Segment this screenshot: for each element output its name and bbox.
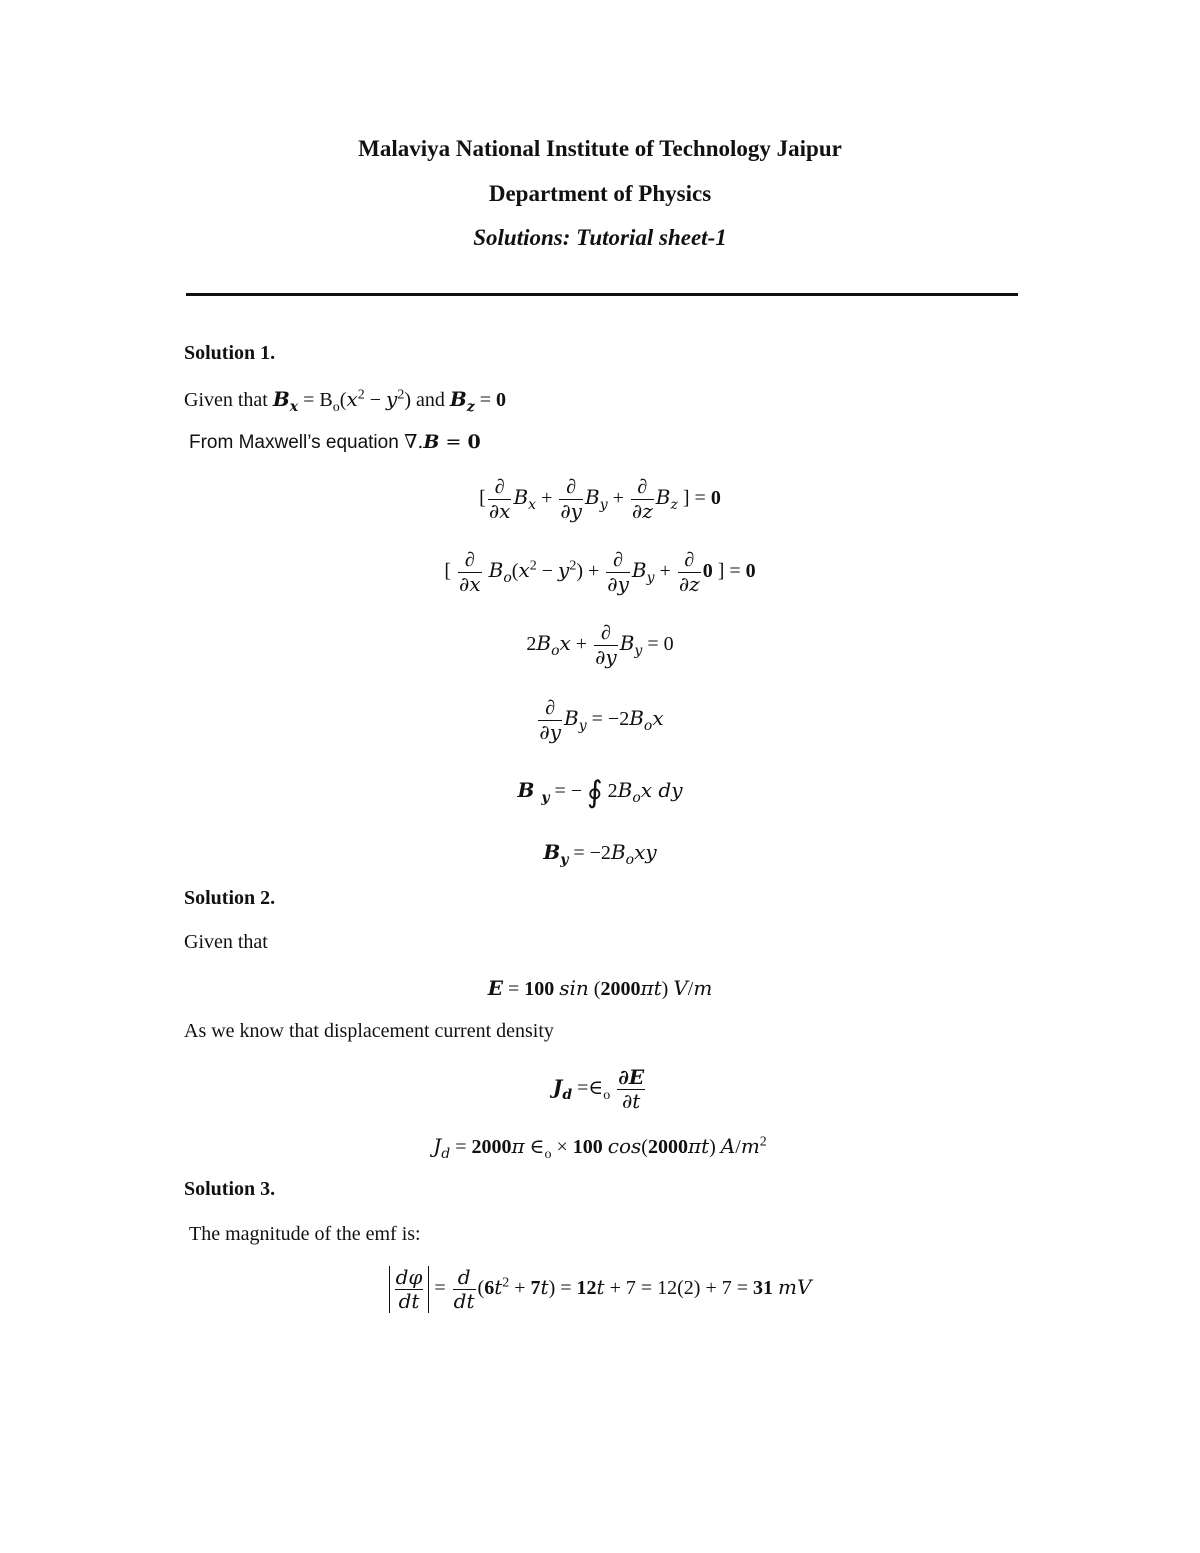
solution-1-heading: Solution 1. [184,342,276,364]
emf-text: The magnitude of the emf is: [189,1223,421,1245]
header-divider [186,293,1018,296]
equation-jd-definition: $J_d$ $=\in_o$ $\frac{\partial E}{\partial t}$ [552,1065,645,1113]
institute-title: Malaviya National Institute of Technology Jaipur [358,136,842,161]
equation-integral: B $_y$ = − ∮ $2B_ox$ dy [517,776,683,809]
solution-2-heading: Solution 2. [184,887,276,909]
maxwell-line [189,431,481,454]
equation-step-4: $\frac{\partial}{\partial y}$ $B_y = -2B_ox$ [539,697,664,744]
given-and: and [415,389,445,411]
equation-divb: ∇.B = 0 [404,431,481,453]
displacement-text: As we know that displacement current density [184,1020,554,1042]
equation-emf: $\frac{d\varphi}{dt}$ = $\frac{d}{dt}$ $(6t^2 + 7t) = 12t + 7 = 12(2) + 7 = 31$ mV [0,1266,1200,1313]
equation-electric-field: E = 100 sin (2000πt) V/m [487,976,713,1000]
given-prefix: Given that [184,389,268,411]
equation-bz: $B_z = 0$ [449,387,507,415]
equation-result-by: $B_y = -2B_oxy$ [543,840,657,868]
equation-divergence: [ $\frac{\partial}{\partial x}$ $B_x$ + $\frac{\partial}{\partial y}$ $B_y$ + $\frac{\partial}{\partial z}$ $B_z$ ] = 0 [479,476,721,523]
equation-jd-result: $J_d = 2000\pi$ $\in_o \times 100$ cos(2000πt) $A/m^2$ [433,1134,767,1162]
equation-step-3: $2B_ox$ + $\frac{\partial}{\partial y}$ $B_y = 0$ [526,622,674,669]
equation-bx: $B_x = B_o(x^2 - y^2)$ [272,387,411,415]
solution-3-heading: Solution 3. [184,1178,276,1200]
department-title: Department of Physics [488,181,712,206]
solution-2-given: Given that [184,931,268,953]
equation-substitution: [ $\frac{\partial}{\partial x}$ $B_o(x^2 - y^2)$ + $\frac{\partial}{\partial y}$ $B_y$ + $\frac{\partial}{\partial z}$ 0 ] = 0 [444,549,756,596]
sheet-subtitle: Solutions: Tutorial sheet-1 [473,225,727,250]
solution-1-given [184,387,506,416]
maxwell-text: From Maxwell’s equation [189,432,399,453]
